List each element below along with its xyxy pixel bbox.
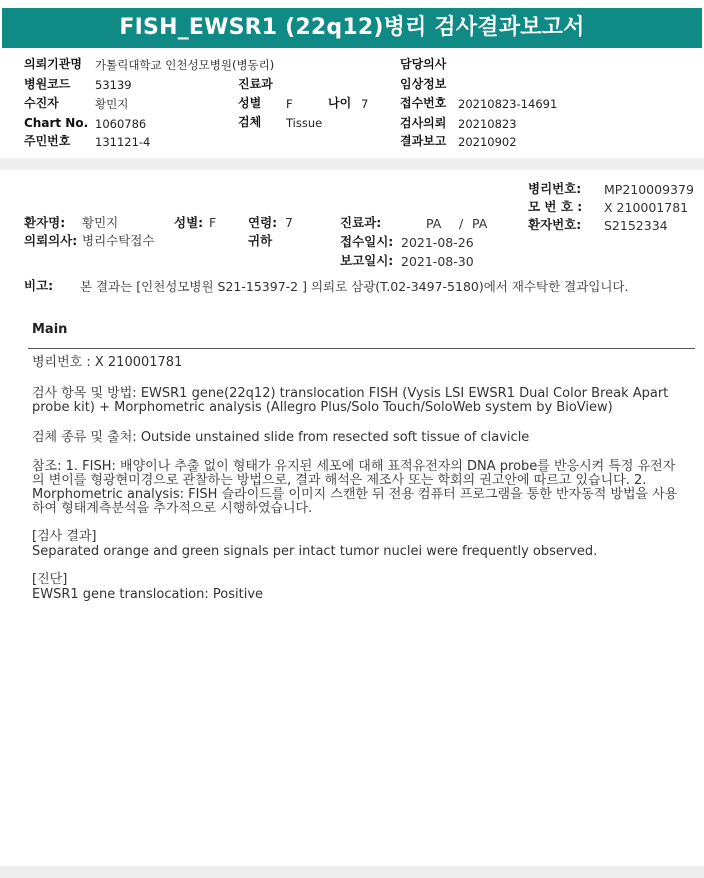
patient-sex-label: 성별: — [174, 215, 204, 230]
request-date-label: 검사의뢰 — [400, 116, 447, 130]
patient-name-value: 황민지 — [82, 215, 119, 230]
age-label: 나이 — [328, 96, 352, 110]
specimen-value: Tissue — [286, 116, 323, 130]
age-value: 7 — [361, 97, 369, 111]
patient-department-value-2: PA — [472, 216, 488, 231]
receipt-date-value: 2021-08-26 — [401, 235, 474, 250]
main-divider — [28, 348, 695, 349]
diagnosis-text: EWSR1 gene translocation: Positive — [32, 587, 264, 602]
title-bar — [0, 0, 704, 58]
clinical-info-label: 임상정보 — [400, 77, 447, 91]
mo-no-value: X 210001781 — [604, 200, 689, 215]
collector-value: 황민지 — [95, 97, 129, 111]
pathology-no-label: 병리번호: — [528, 181, 582, 196]
sex-label: 성별 — [238, 96, 262, 110]
institution-value: 가톨릭대학교 인천성모병원(병동리) — [95, 58, 275, 72]
specimen-label: 검체 — [238, 115, 262, 129]
result-text: Separated orange and green signals per intact tumor nuclei were frequently observed. — [32, 544, 598, 559]
request-date-value: 20210823 — [458, 117, 517, 131]
receipt-no-label: 접수번호 — [400, 96, 447, 110]
patient-name-label: 환자명: — [24, 215, 66, 230]
bottom-band — [0, 866, 704, 878]
sex-value: F — [286, 97, 293, 111]
receipt-no-value: 20210823-14691 — [458, 97, 558, 111]
patient-department-label: 진료과: — [340, 215, 382, 230]
patient-sex-value: F — [209, 215, 217, 230]
main-method: 검사 항목 및 방법: EWSR1 gene(22q12) translocation FISH (Vysis LSI EWSR1 Dual Color Break Apart probe kit) + Morphometric analysis (Allegro Plus/Solo Touch/SoloWeb system by BioView) — [32, 386, 669, 415]
resident-no-label: 주민번호 — [24, 134, 71, 148]
receipt-date-label: 접수일시: — [340, 234, 394, 249]
section-divider — [0, 158, 704, 170]
patient-age-value: 7 — [285, 215, 293, 230]
patient-report-date-value: 2021-08-30 — [401, 254, 474, 269]
note-value: 본 결과는 [인천성모병원 S21-15397-2 ] 의뢰로 삼광(T.02-3497-5180)에서 재수탁한 결과입니다. — [80, 279, 629, 294]
patient-no-value: S2152334 — [604, 218, 668, 233]
mo-no-label: 모 번 호 : — [528, 199, 583, 214]
main-pathology-no: 병리번호 : X 210001781 — [32, 355, 183, 370]
patient-no-label: 환자번호: — [528, 217, 582, 232]
main-specimen: 검체 종류 및 출처: Outside unstained slide from resected soft tissue of clavicle — [32, 430, 530, 445]
main-reference: 참조: 1. FISH: 배양이나 추출 없이 형태가 유지된 세포에 대해 표적유전자의 DNA probe를 반응시켜 특정 유전자의 변이를 형광현미경으로 관찰하는 방법으로, 결과 해석은 제조사 또는 학회의 권고안에 따르고 있습니다. 2. Morphometric analysis: FISH 슬라이드를 이미지 스캔한 뒤 전용 컴퓨터 프로그램을 통한 반자동적 방법을 사용하여 형태계측분석을 추가적으로 시행하였습니다. — [32, 459, 678, 516]
doctor-label: 담당의사 — [400, 57, 447, 71]
hospital-code-label: 병원코드 — [24, 77, 71, 91]
resident-no-value: 131121-4 — [95, 135, 151, 149]
chart-no-label: Chart No. — [24, 116, 89, 130]
department-label: 진료과 — [238, 77, 273, 91]
result-heading: [검사 결과] — [32, 529, 97, 544]
chart-no-value: 1060786 — [95, 117, 147, 131]
report-title: FISH_EWSR1 (22q12)병리 검사결과보고서 — [2, 8, 702, 48]
report-date-value: 20210902 — [458, 135, 517, 149]
hospital-code-value: 53139 — [95, 78, 132, 92]
collector-label: 수진자 — [24, 96, 59, 110]
diagnosis-heading: [진단] — [32, 572, 68, 587]
patient-age-label: 연령: — [248, 215, 278, 230]
report-date-label: 결과보고 — [400, 134, 447, 148]
patient-report-date-label: 보고일시: — [340, 253, 394, 268]
patient-department-value-1: PA — [426, 216, 442, 231]
main-heading: Main — [32, 322, 68, 337]
pathology-no-value: MP210009379 — [604, 182, 694, 197]
patient-department-separator: / — [459, 216, 464, 231]
requesting-doctor-label: 의뢰의사: — [24, 233, 78, 248]
institution-label: 의뢰기관명 — [24, 57, 82, 71]
requesting-doctor-value: 병리수탁접수 — [82, 233, 155, 248]
note-label: 비고: — [24, 278, 54, 293]
attention-label: 귀하 — [248, 233, 273, 248]
